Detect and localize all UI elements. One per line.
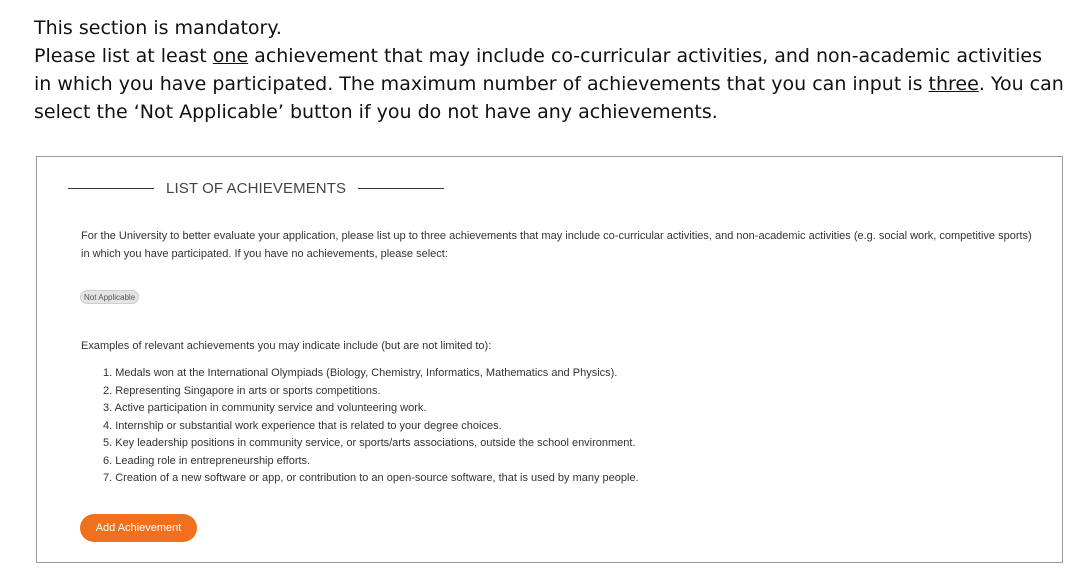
instructions-emphasis-one: one: [212, 45, 249, 67]
examples-list: [103, 365, 639, 488]
instructions-emphasis-three: three: [928, 73, 979, 95]
instructions-text-a: Please list at least: [34, 45, 213, 67]
instructions-text-b: achievement that may include co-curricular activities, and non-academic activities in which you have participated. The maximum number of achievements that you can input is: [34, 45, 1042, 95]
section-title: LIST OF ACHIEVEMENTS: [166, 179, 347, 197]
list-item: 2. Representing Singapore in arts or sports competitions.: [103, 384, 381, 397]
list-item: 5. Key leadership positions in community service, or sports/arts associations, outside the school environment.: [103, 437, 636, 449]
list-item: 1. Medals won at the International Olympiads (Biology, Chemistry, Informatics, Mathematics and Physics).: [103, 367, 618, 379]
list-item: 4. Internship or substantial work experience that is related to your degree choices.: [103, 419, 502, 432]
instructions-paragraph: [34, 42, 1064, 126]
not-applicable-button[interactable]: Not Applicable: [80, 290, 139, 304]
section-legend: [68, 177, 444, 199]
instructions-text-c: . You can select the ‘Not Applicable’ button if you do not have any achievements.: [34, 73, 1064, 123]
add-achievement-button[interactable]: Add Achievement: [80, 514, 197, 542]
mandatory-note: This section is mandatory.: [34, 17, 282, 39]
achievements-panel: [36, 156, 1063, 563]
list-item: 3. Active participation in community service and volunteering work.: [103, 402, 427, 414]
legend-line-left: [68, 188, 154, 189]
legend-line-right: [358, 188, 444, 189]
section-description: For the University to better evaluate your application, please list up to three achievements that may include co-curricular activities, and non-academic activities (e.g. social work, competitive sports) in which you have participated. If you have no achievements, please select:: [81, 230, 1032, 260]
examples-heading: Examples of relevant achievements you may indicate include (but are not limited to):: [81, 340, 492, 352]
list-item: 6. Leading role in entrepreneurship efforts.: [103, 454, 311, 467]
instructions: [34, 14, 1064, 126]
list-item: 7. Creation of a new software or app, or contribution to an open-source software, that is used by many people.: [103, 472, 639, 484]
